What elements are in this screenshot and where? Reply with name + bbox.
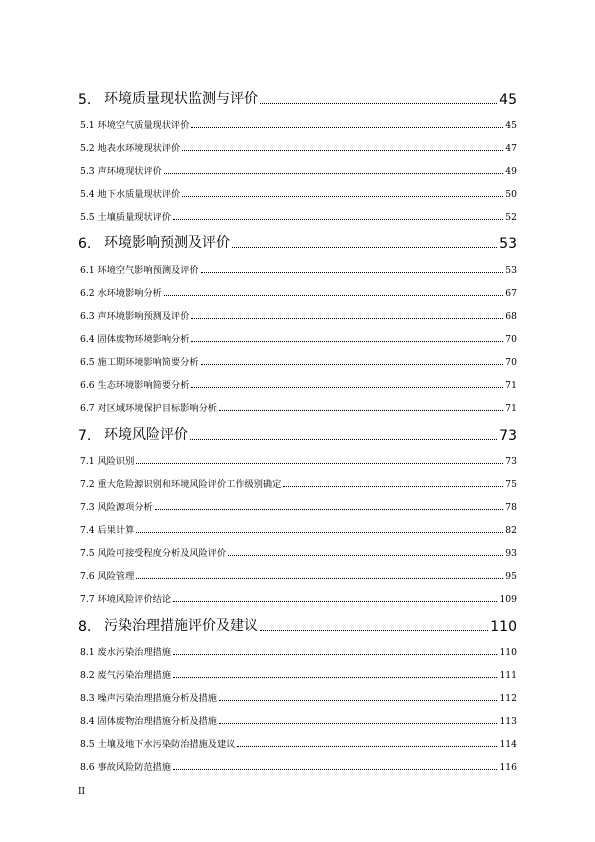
dot-leader <box>260 630 488 631</box>
section-page-number: 93 <box>505 548 517 560</box>
toc-section-entry[interactable] <box>78 559 517 582</box>
section-page-number: 70 <box>505 356 517 368</box>
toc-chapter-entry[interactable] <box>78 84 517 108</box>
chapter-title: 环境质量现状监测与评价 <box>104 90 258 107</box>
section-title: 7.5 风险可接受程度分析及风险评价 <box>80 548 227 560</box>
toc-section-entry[interactable] <box>78 252 517 275</box>
section-page-number: 50 <box>505 188 517 200</box>
section-page-number: 52 <box>505 211 517 223</box>
section-title: 7.7 环境风险评价结论 <box>80 594 172 606</box>
dot-leader <box>237 746 497 747</box>
dot-leader <box>219 700 497 701</box>
dot-leader <box>173 654 497 655</box>
toc-section-entry[interactable] <box>78 582 517 605</box>
section-title: 5.4 地下水质量现状评价 <box>80 188 181 200</box>
toc-chapter-entry[interactable] <box>78 229 517 253</box>
chapter-title: 污染治理措施评价及建议 <box>104 617 258 634</box>
chapter-number: 5. <box>78 91 92 108</box>
section-title: 7.4 后果计算 <box>80 525 135 536</box>
toc-section-entry[interactable] <box>78 131 517 154</box>
section-page-number: 45 <box>505 119 517 131</box>
dot-leader <box>155 509 504 510</box>
toc-section-entry[interactable] <box>78 345 517 368</box>
section-title: 7.6 风险管理 <box>80 571 135 583</box>
dot-leader <box>182 196 503 197</box>
section-page-number: 116 <box>499 762 517 774</box>
chapter-number: 8. <box>78 618 92 635</box>
toc-section-entry[interactable] <box>78 704 517 727</box>
section-title: 7.3 风险源项分析 <box>80 501 153 513</box>
dot-leader <box>136 532 503 533</box>
section-page-number: 95 <box>505 571 517 583</box>
dot-leader <box>219 410 503 411</box>
section-page-number: 109 <box>499 594 517 606</box>
toc-section-entry[interactable] <box>78 444 517 467</box>
section-page-number: 47 <box>505 142 517 154</box>
section-title: 5.3 声环境现状评价 <box>80 165 162 177</box>
section-title: 5.2 地表水环境现状评价 <box>80 142 181 154</box>
section-title: 8.5 土壤及地下水污染防治措施及建议 <box>80 739 236 751</box>
toc-section-entry[interactable] <box>78 536 517 559</box>
section-page-number: 67 <box>505 287 517 299</box>
toc-section-entry[interactable] <box>78 727 517 750</box>
section-page-number: 111 <box>499 669 517 681</box>
section-title: 8.2 废气污染治理措施 <box>80 669 172 681</box>
section-page-number: 112 <box>499 693 517 705</box>
toc-section-entry[interactable] <box>78 322 517 345</box>
toc-section-entry[interactable] <box>78 750 517 773</box>
section-title: 6.4 固体废物环境影响分析 <box>80 333 190 345</box>
dot-leader <box>283 486 503 487</box>
dot-leader <box>201 272 504 273</box>
dot-leader <box>182 150 503 151</box>
toc-chapter-entry[interactable] <box>78 611 517 635</box>
section-title: 8.1 废水污染治理措施 <box>80 646 172 658</box>
chapter-number: 6. <box>78 236 92 253</box>
toc-section-entry[interactable] <box>78 200 517 223</box>
dot-leader <box>164 173 503 174</box>
section-title: 7.2 重大危险源识别和环境风险评价工作级别确定 <box>80 478 282 490</box>
section-page-number: 82 <box>505 525 517 536</box>
toc-section-entry[interactable] <box>78 177 517 200</box>
chapter-page-number: 73 <box>499 427 517 444</box>
toc-section-entry[interactable] <box>78 513 517 536</box>
toc-chapter-entry[interactable] <box>78 420 517 444</box>
section-page-number: 110 <box>499 646 517 658</box>
section-title: 7.1 风险识别 <box>80 455 135 467</box>
section-page-number: 114 <box>499 739 517 751</box>
section-page-number: 53 <box>505 264 517 276</box>
section-page-number: 113 <box>499 716 517 728</box>
dot-leader <box>260 103 497 104</box>
section-title: 6.2 水环境影响分析 <box>80 287 162 299</box>
section-title: 8.6 事故风险防范措施 <box>80 762 172 774</box>
dot-leader <box>136 463 503 464</box>
toc-section-entry[interactable] <box>78 391 517 414</box>
dot-leader <box>173 769 497 770</box>
toc-section-entry[interactable] <box>78 658 517 681</box>
dot-leader <box>191 127 503 128</box>
toc-section-entry[interactable] <box>78 681 517 704</box>
section-title: 6.3 声环境影响预测及评价 <box>80 310 190 322</box>
dot-leader <box>191 341 503 342</box>
toc-section-entry[interactable] <box>78 368 517 391</box>
dot-leader <box>173 219 503 220</box>
section-title: 8.3 噪声污染治理措施分析及措施 <box>80 693 217 705</box>
section-title: 6.6 生态环境影响简要分析 <box>80 380 190 392</box>
dot-leader <box>136 578 503 579</box>
chapter-title: 环境风险评价 <box>104 426 188 443</box>
dot-leader <box>201 364 504 365</box>
chapter-page-number: 53 <box>499 236 517 253</box>
section-page-number: 73 <box>505 455 517 467</box>
section-title: 5.1 环境空气质量现状评价 <box>80 119 190 131</box>
toc-section-entry[interactable] <box>78 108 517 131</box>
section-page-number: 49 <box>505 165 517 177</box>
chapter-number: 7. <box>78 427 92 444</box>
section-title: 8.4 固体废物治理措施分析及措施 <box>80 716 217 728</box>
dot-leader <box>191 387 503 388</box>
section-page-number: 71 <box>505 403 517 415</box>
chapter-title: 环境影响预测及评价 <box>104 235 230 252</box>
page-number: II <box>78 787 86 797</box>
dot-leader <box>228 555 503 556</box>
section-page-number: 71 <box>505 380 517 392</box>
dot-leader <box>164 295 503 296</box>
dot-leader <box>173 601 497 602</box>
toc-section-entry[interactable] <box>78 490 517 513</box>
dot-leader <box>190 439 497 440</box>
section-title: 6.1 环境空气影响预测及评价 <box>80 264 199 276</box>
dot-leader <box>219 723 497 724</box>
dot-leader <box>191 318 503 319</box>
toc-section-entry[interactable] <box>78 635 517 658</box>
section-title: 6.7 对区域环境保护目标影响分析 <box>80 403 217 415</box>
chapter-page-number: 45 <box>499 91 517 108</box>
section-title: 5.5 土壤质量现状评价 <box>80 211 172 223</box>
section-page-number: 78 <box>505 501 517 513</box>
toc-section-entry[interactable] <box>78 276 517 299</box>
toc-section-entry[interactable] <box>78 154 517 177</box>
dot-leader <box>173 677 497 678</box>
section-page-number: 68 <box>505 310 517 322</box>
table-of-contents <box>78 84 517 773</box>
toc-section-entry[interactable] <box>78 299 517 322</box>
section-title: 6.5 施工期环境影响简要分析 <box>80 356 199 368</box>
dot-leader <box>232 247 497 248</box>
section-page-number: 70 <box>505 333 517 345</box>
section-page-number: 75 <box>505 478 517 490</box>
toc-section-entry[interactable] <box>78 467 517 490</box>
chapter-page-number: 110 <box>490 618 517 635</box>
